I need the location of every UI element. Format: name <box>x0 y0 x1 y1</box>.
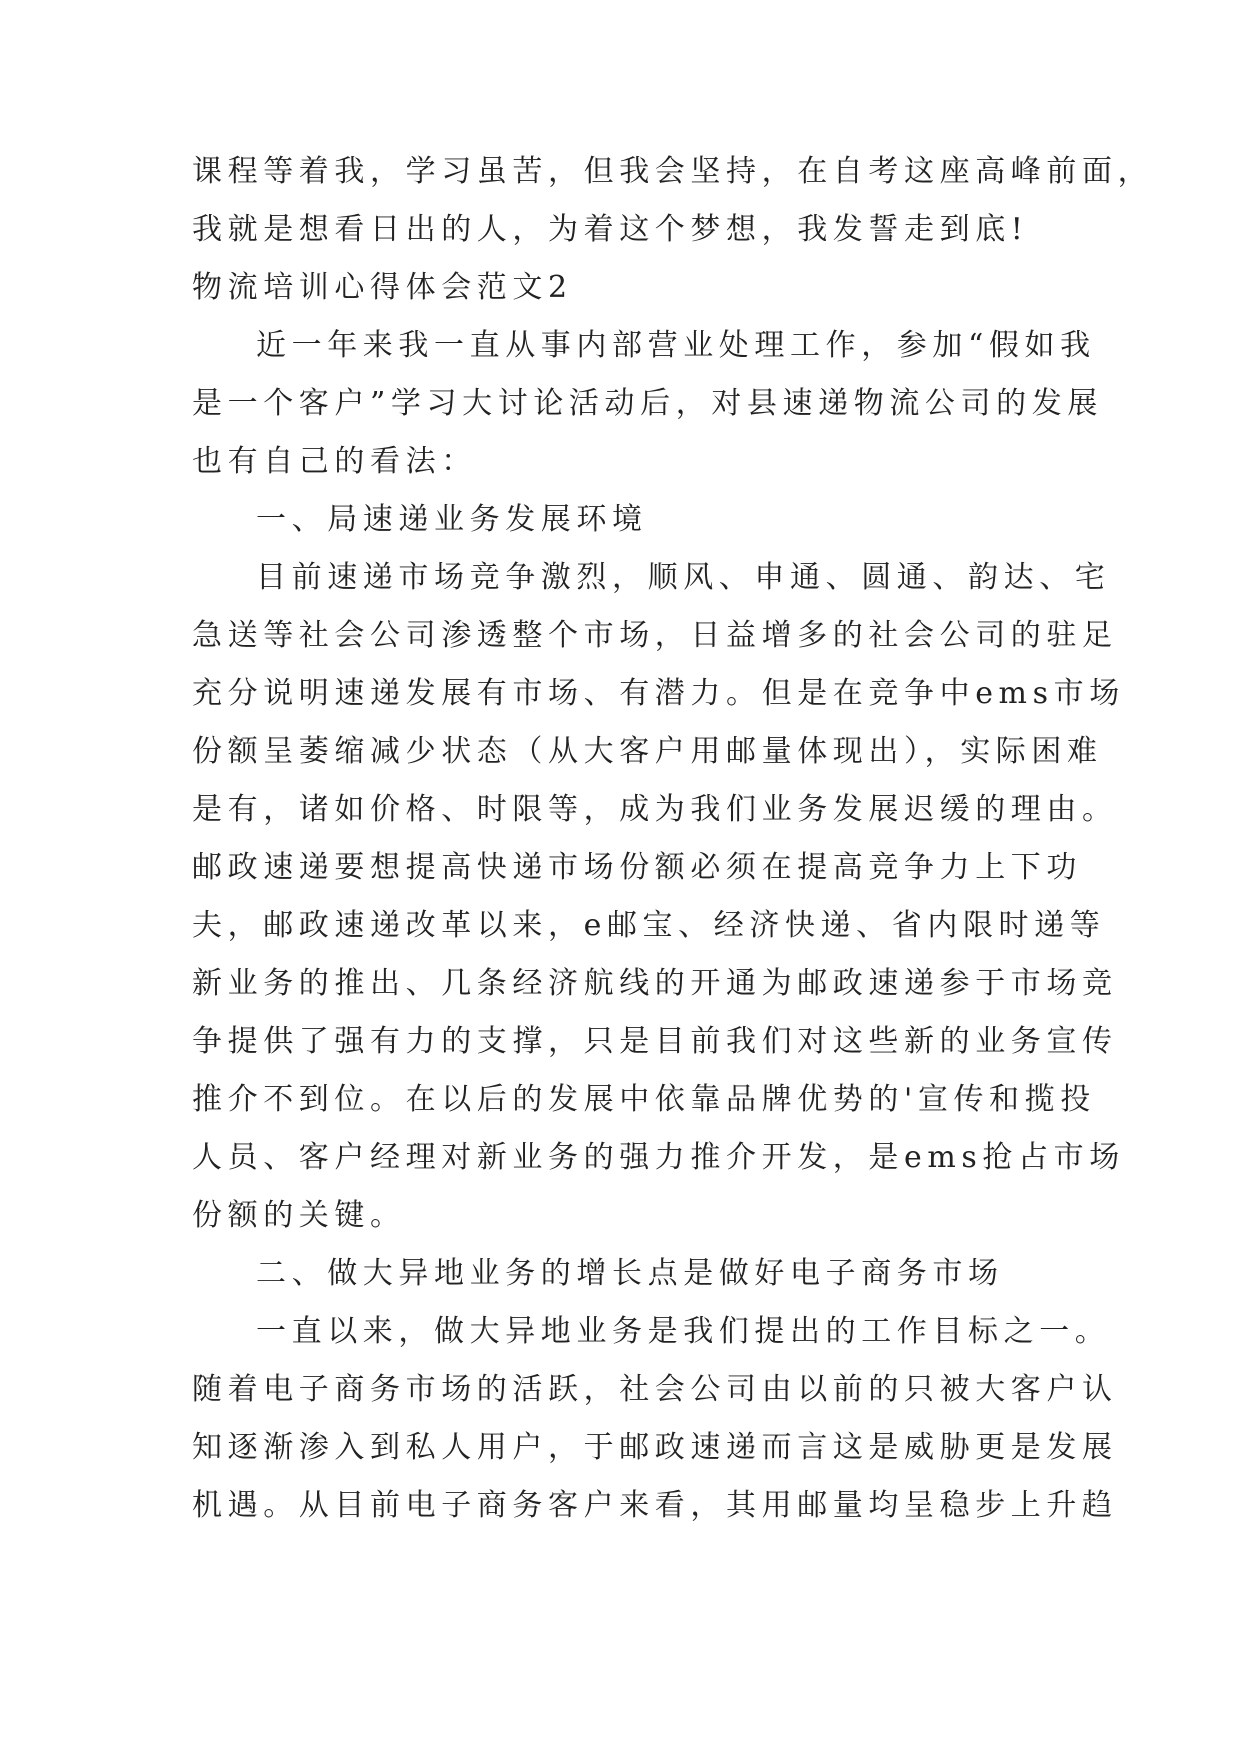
text-line: 邮政速递要想提高快递市场份额必须在提高竞争力上下功 <box>192 850 1082 885</box>
section-title: 物流培训心得体会范文2 <box>192 270 573 305</box>
text-line: 人员、客户经理对新业务的强力推介开发，是ems抢占市场 <box>192 1140 1125 1175</box>
text-line: 也有自己的看法： <box>192 444 477 479</box>
text-line: 争提供了强有力的支撑，只是目前我们对这些新的业务宣传 <box>192 1024 1118 1059</box>
paragraph-start: 近一年来我一直从事内部营业处理工作，参加“假如我 <box>256 328 1096 363</box>
text-line: 急送等社会公司渗透整个市场，日益增多的社会公司的驻足 <box>192 618 1118 653</box>
subheading: 一、局速递业务发展环境 <box>256 502 648 537</box>
text-line: 机遇。从目前电子商务客户来看，其用邮量均呈稳步上升趋 <box>192 1488 1118 1523</box>
text-line: 份额呈萎缩减少状态（从大客户用邮量体现出），实际困难 <box>192 734 1103 769</box>
text-line: 课程等着我，学习虽苦，但我会坚持，在自考这座高峰前面， <box>192 154 1154 189</box>
text-line: 份额的关键。 <box>192 1198 406 1233</box>
subheading: 二、做大异地业务的增长点是做好电子商务市场 <box>256 1256 1004 1291</box>
paragraph-start: 一直以来，做大异地业务是我们提出的工作目标之一。 <box>256 1314 1111 1349</box>
text-line: 是有，诸如价格、时限等，成为我们业务发展迟缓的理由。 <box>192 792 1118 827</box>
text-line: 推介不到位。在以后的发展中依靠品牌优势的'宣传和揽投 <box>192 1082 1096 1117</box>
text-line: 新业务的推出、几条经济航线的开通为邮政速递参于市场竞 <box>192 966 1118 1001</box>
paragraph-start: 目前速递市场竞争激烈，顺风、申通、圆通、韵达、宅 <box>256 560 1111 595</box>
text-line: 夫，邮政速递改革以来，e邮宝、经济快递、省内限时递等 <box>192 908 1106 943</box>
text-line: 我就是想看日出的人，为着这个梦想，我发誓走到底! <box>192 212 1029 247</box>
text-line: 知逐渐渗入到私人用户，于邮政速递而言这是威胁更是发展 <box>192 1430 1118 1465</box>
text-line: 是一个客户”学习大讨论活动后，对县速递物流公司的发展 <box>192 386 1103 421</box>
text-line: 随着电子商务市场的活跃，社会公司由以前的只被大客户认 <box>192 1372 1118 1407</box>
text-line: 充分说明速递发展有市场、有潜力。但是在竞争中ems市场 <box>192 676 1125 711</box>
